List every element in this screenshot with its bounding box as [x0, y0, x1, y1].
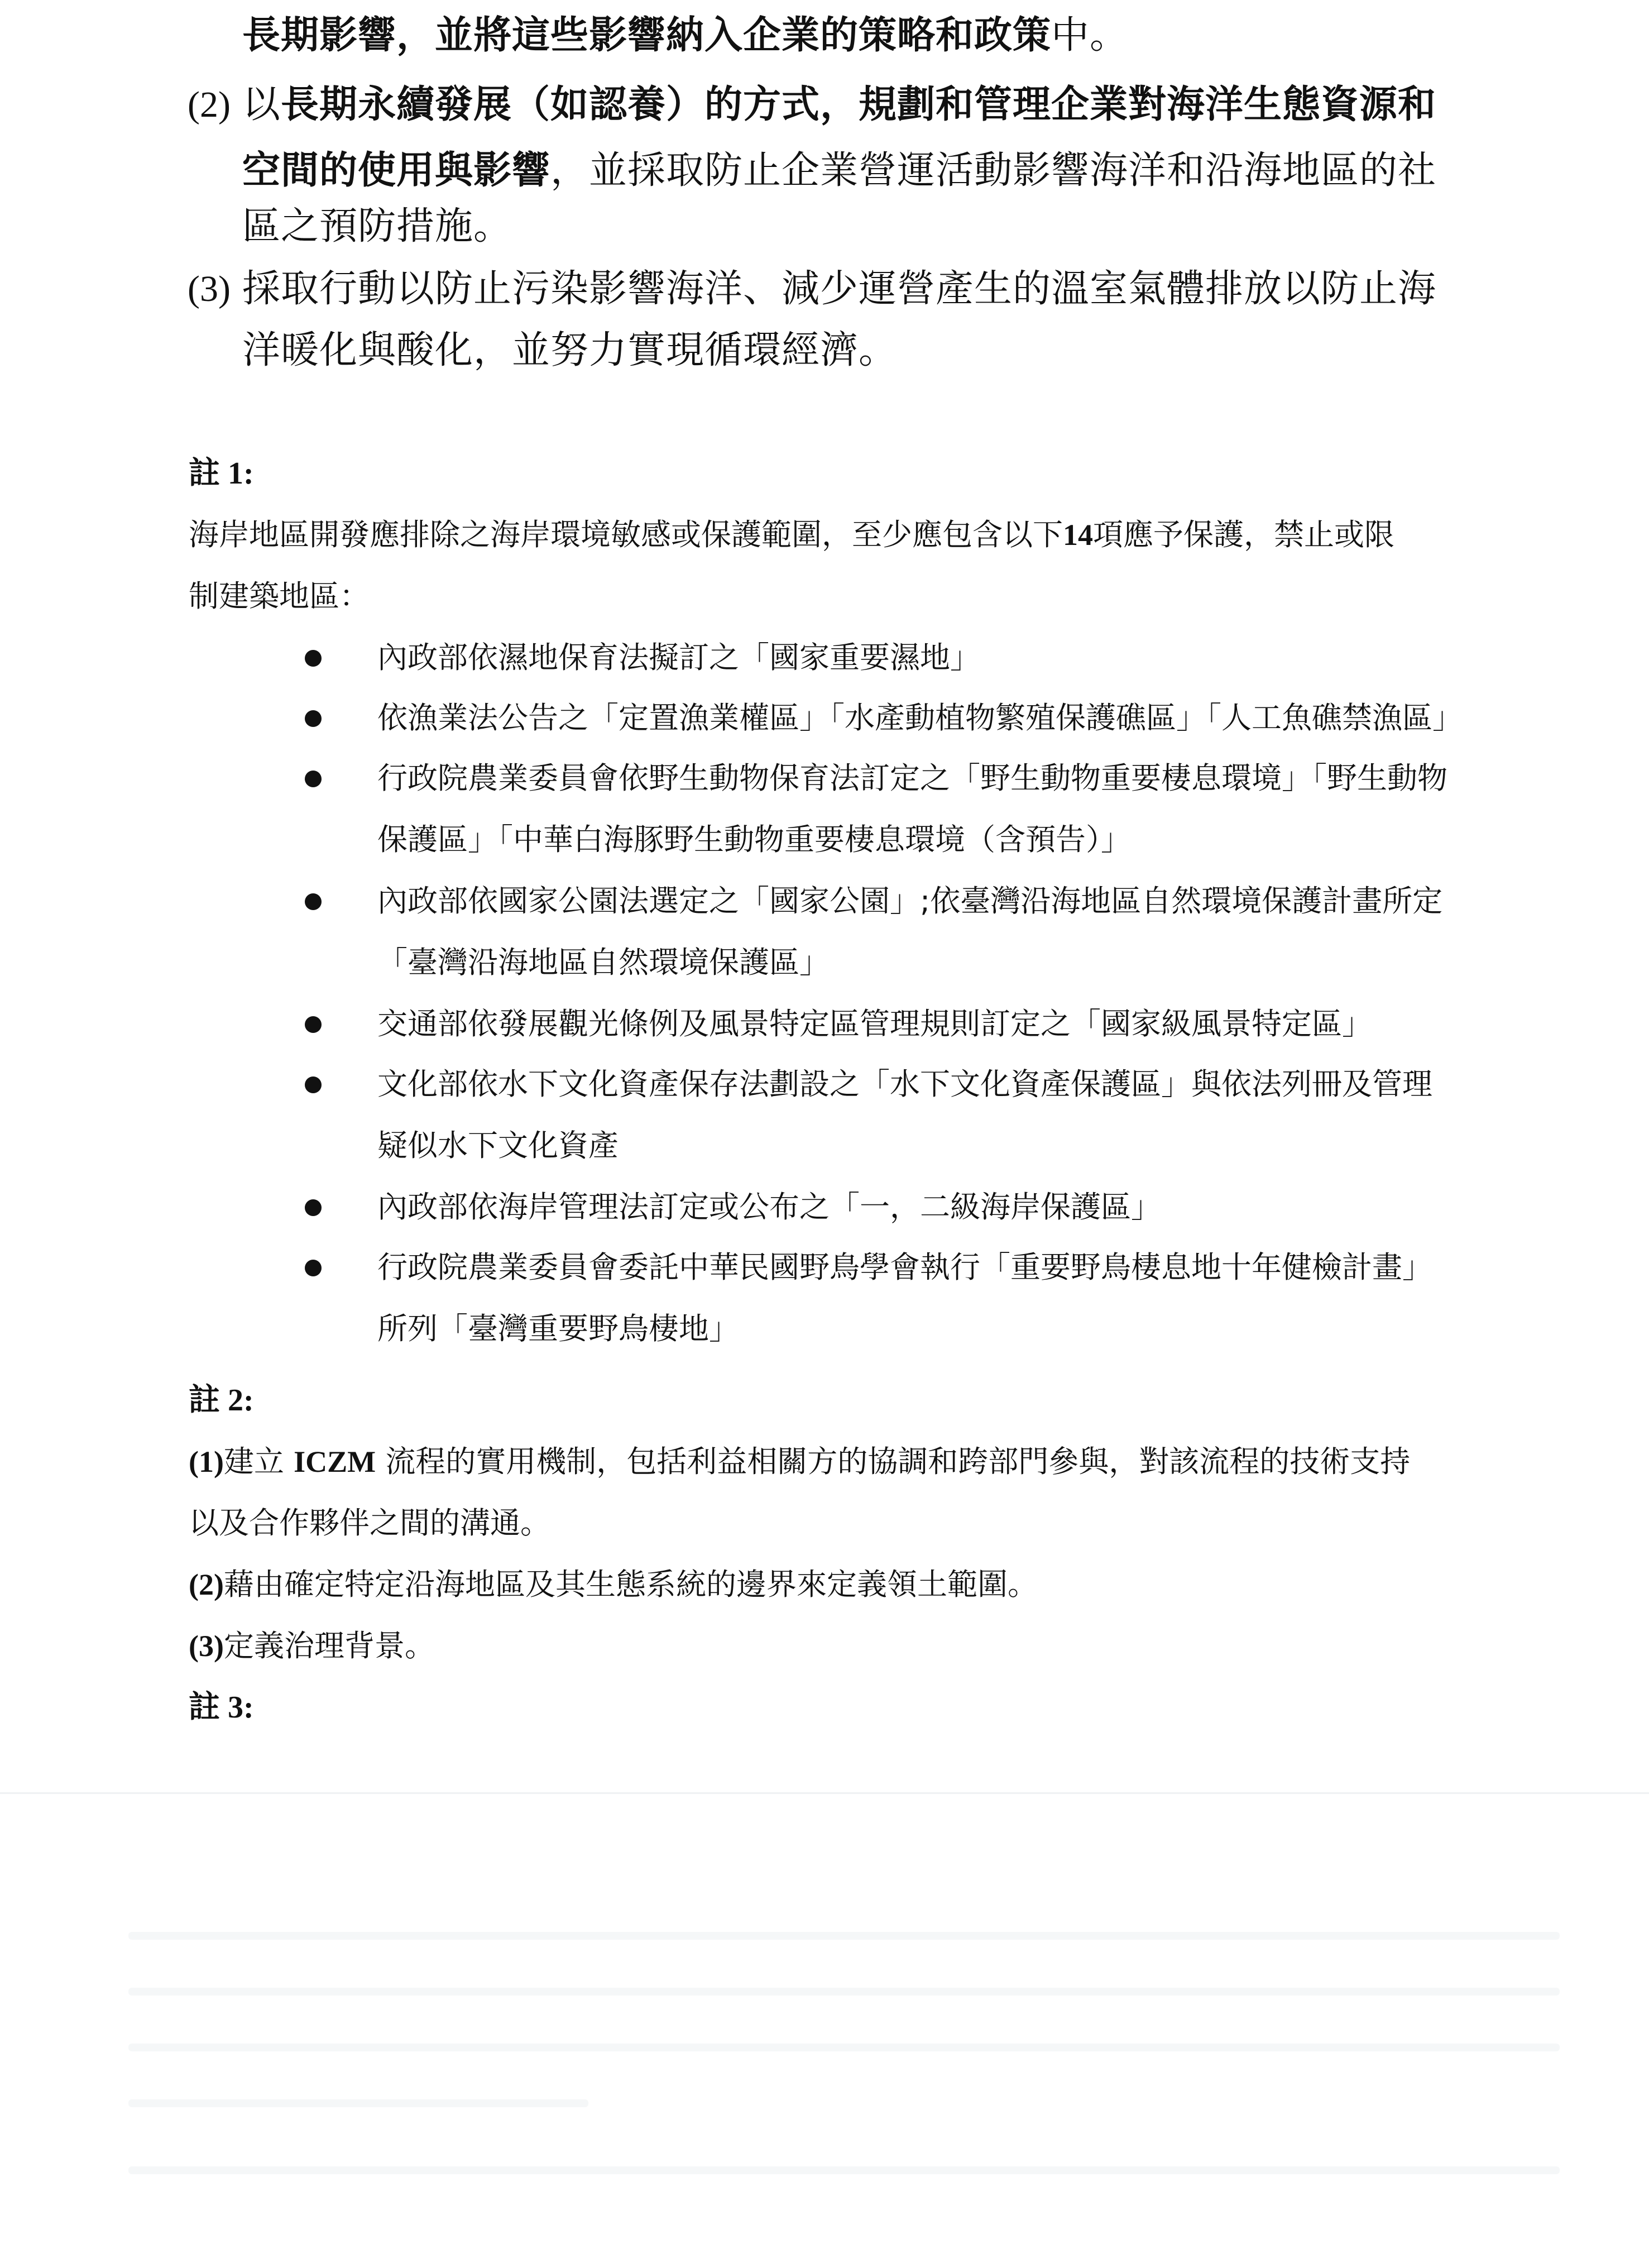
note-1-item-4-line-1: 內政部依國家公園法選定之「國家公園」;依臺灣沿海地區自然環境保護計畫所定 [377, 883, 1443, 918]
note-2-para-1-text-b: 流程的實用機制，包括利益相關方的協調和跨部門參與，對該流程的技術支持 [385, 1444, 1411, 1479]
bullet-dot-icon [305, 771, 322, 787]
note-3-heading: 註 3: [189, 1690, 254, 1725]
note-1-intro-line-1 [189, 513, 1394, 557]
note-2-para-3-text: 定義治理背景。 [223, 1628, 435, 1663]
note-1-item-7-line-1: 內政部依海岸管理法訂定或公布之「一，二級海岸保護區」 [377, 1189, 1161, 1224]
clause-2-number: (2) [188, 84, 231, 125]
bullet-dot-icon [305, 1076, 322, 1093]
note-2-para-2-text: 藉由確定特定沿海地區及其生態系統的邊界來定義領土範圍。 [223, 1567, 1038, 1602]
note-2-heading: 註 2: [189, 1383, 254, 1418]
bullet-dot-icon [305, 710, 322, 727]
note-2-para-2-number: (2) [189, 1568, 224, 1601]
note-1-item-2-line-1: 依漁業法公告之「定置漁業權區」「水產動植物繁殖保護礁區」「人工魚礁禁漁區」 [377, 700, 1463, 735]
clause-2-line-1-plain: 以 [242, 83, 281, 127]
note-1-item-5-line-1: 交通部依發展觀光條例及風景特定區管理規則訂定之「國家級風景特定區」 [377, 1006, 1372, 1041]
clause-3-line-2: 洋暖化與酸化，並努力實現循環經濟。 [242, 328, 898, 372]
bullet-dot-icon [305, 1260, 322, 1276]
note-1-intro-count: 14 [1063, 518, 1093, 552]
note-1-item-8-line-1: 行政院農業委員會委託中華民國野鳥學會執行「重要野鳥棲息地十年健檢計畫」 [377, 1250, 1432, 1285]
note-2-para-1-acronym: ICZM [294, 1445, 376, 1478]
note-2-para-3 [189, 1624, 435, 1668]
clause-intro-bold: 長期影響，並將這些影響納入企業的策略和政策 [242, 13, 1052, 58]
clause-3-number: (3) [188, 269, 231, 309]
note-2-para-1-line-2: 以及合作夥伴之間的溝通。 [189, 1505, 550, 1540]
clause-3-line-1: 採取行動以防止污染影響海洋、減少運營產生的溫室氣體排放以防止海 [242, 267, 1437, 311]
note-2-para-1-line-1 [189, 1439, 1410, 1484]
note-1-item-3-line-2: 保護區」「中華白海豚野生動物重要棲息環境（含預告）」 [377, 822, 1131, 857]
bullet-dot-icon [305, 893, 322, 910]
clause-2-line-1 [242, 77, 1436, 133]
bleed-through-line [128, 1932, 1560, 1940]
note-2-para-1-text-a: 建立 [223, 1444, 284, 1479]
clause-2-line-3: 區之預防措施。 [242, 204, 512, 248]
bleed-through-rule [0, 1792, 1649, 1794]
note-2-para-3-number: (3) [189, 1629, 224, 1663]
clause-2-line-1-bold: 長期永續發展（如認養）的方式，規劃和管理企業對海洋生態資源和 [281, 83, 1437, 127]
note-1-intro-text-a: 海岸地區開發應排除之海岸環境敏感或保護範圍，至少應包含以下 [189, 517, 1063, 552]
note-1-heading: 註 1: [189, 456, 254, 491]
note-1-intro-line-2: 制建築地區： [189, 578, 370, 614]
bullet-dot-icon [305, 650, 322, 667]
bleed-through-line [128, 2044, 1560, 2051]
note-1-item-1-line-1: 內政部依濕地保育法擬訂之「國家重要濕地」 [377, 640, 980, 675]
bleed-through-line [128, 1988, 1560, 1996]
clause-intro-rest: 中。 [1051, 13, 1129, 58]
note-1-intro-text-b: 項應予保護，禁止或限 [1093, 517, 1394, 552]
clause-2-line-2-bold: 空間的使用與影響 [242, 149, 551, 193]
bleed-through-line [128, 2166, 1560, 2174]
clause-intro-tail [242, 8, 1128, 64]
note-2-para-1-number: (1) [189, 1445, 224, 1478]
note-1-item-6-line-2: 疑似水下文化資產 [377, 1128, 619, 1163]
clause-2-line-2 [242, 143, 1436, 199]
note-2-para-2 [189, 1562, 1038, 1607]
clause-2-line-2-rest: ，並採取防止企業營運活動影響海洋和沿海地區的社 [550, 149, 1437, 193]
note-1-item-3-line-1: 行政院農業委員會依野生動物保育法訂定之「野生動物重要棲息環境」「野生動物 [377, 760, 1447, 796]
note-1-item-4-line-2: 「臺灣沿海地區自然環境保護區」 [377, 945, 830, 980]
bleed-through-line [128, 2099, 588, 2107]
note-1-item-6-line-1: 文化部依水下文化資產保存法劃設之「水下文化資產保護區」與依法列冊及管理 [377, 1066, 1432, 1102]
bullet-dot-icon [305, 1016, 322, 1033]
note-1-item-8-line-2: 所列「臺灣重要野鳥棲地」 [377, 1311, 739, 1346]
bullet-dot-icon [305, 1199, 322, 1216]
